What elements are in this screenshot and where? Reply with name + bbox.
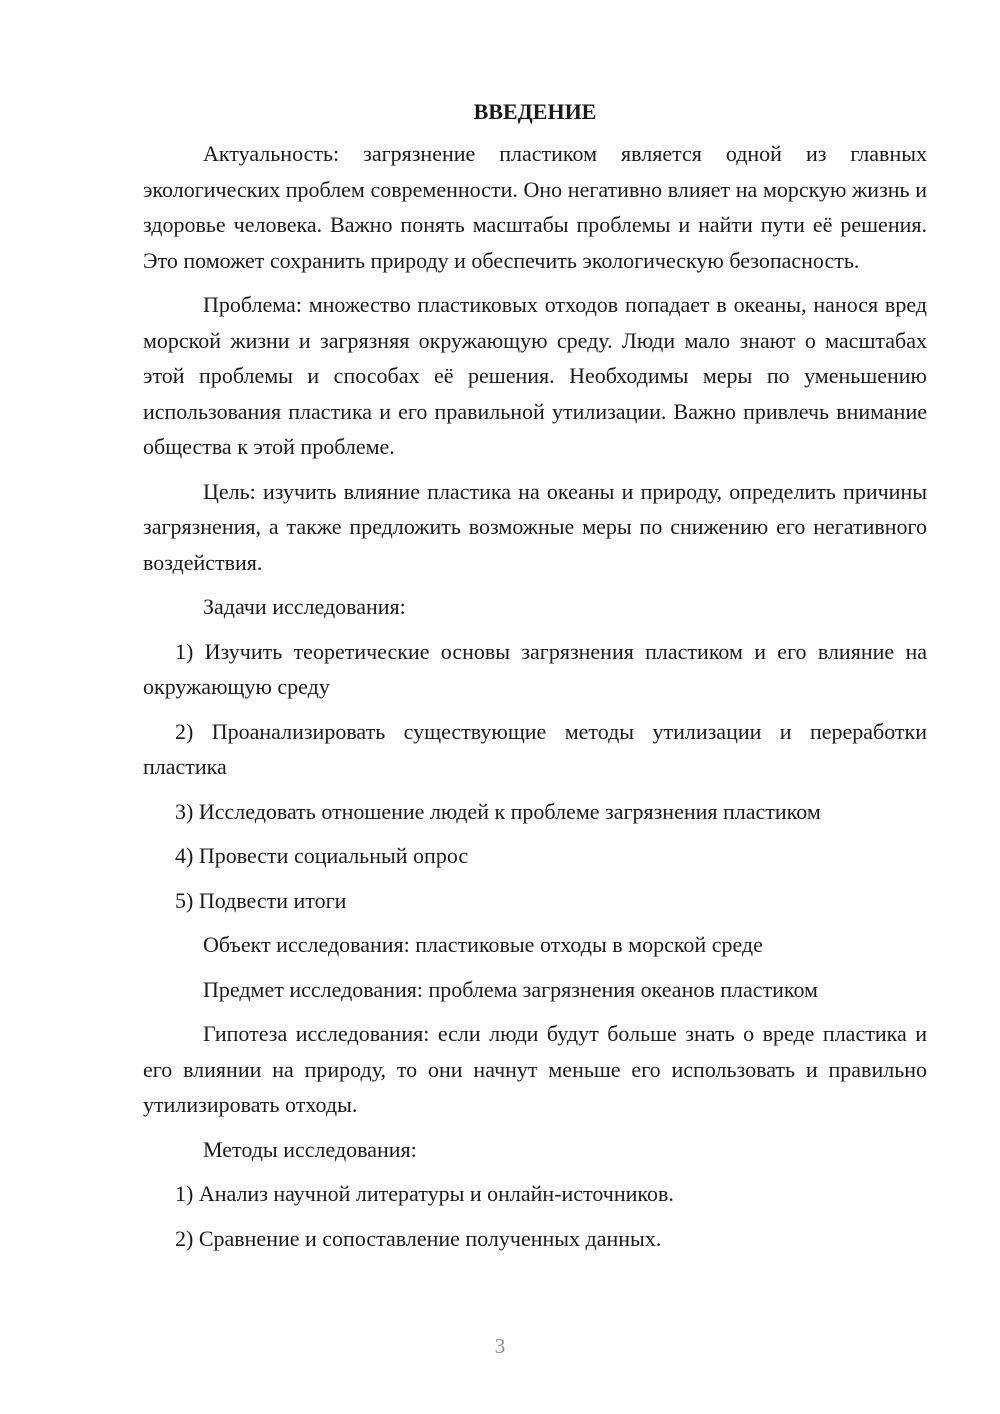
tasks-label: Задачи исследования: [203, 594, 406, 619]
page-number: 3 [494, 1334, 506, 1358]
relevance-paragraph: Актуальность: загрязнение пластиком является одной из главных экологических проблем современности. Оно негативно влияет на морскую жизнь и здоровье человека. Важно понять масштабы проблемы и найти пути её решения. Это поможет сохранить природу и обеспечить экологическую безопасность. [143, 141, 927, 273]
task-item: 4) Провести социальный опрос [175, 843, 469, 868]
task-item: 3) Исследовать отношение людей к проблеме загрязнения пластиком [175, 798, 821, 824]
section-title: ВВЕДЕНИЕ [473, 99, 597, 124]
methods-label: Методы исследования: [203, 1136, 417, 1162]
method-item: 2) Сравнение и сопоставление полученных данных. [175, 1225, 662, 1251]
problem-paragraph: Проблема: множество пластиковых отходов попадает в океаны, нанося вред морской жизни и загрязняя окружающую среду. Люди мало знают о масштабах этой проблемы и способах её решения. Необходимы меры по уменьшению использования пластика и его правильной утилизации. Важно привлечь внимание общества к этой проблеме. [143, 292, 927, 459]
hypothesis-paragraph: Гипотеза исследования: если люди будут больше знать о вреде пластика и его влиянии на природу, то они начнут меньше его использовать и правильно утилизировать отходы. [143, 1021, 927, 1117]
method-item: 1) Анализ научной литературы и онлайн-источников. [175, 1181, 674, 1206]
task-item: 2) Проанализировать существующие методы утилизации и переработки пластика [143, 718, 927, 779]
task-item: 5) Подвести итоги [175, 887, 347, 913]
task-item: 1) Изучить теоретические основы загрязнения пластиком и его влияние на окружающую среду [143, 638, 927, 699]
page-content [143, 96, 927, 1265]
object-line: Объект исследования: пластиковые отходы в морской среде [203, 932, 763, 957]
subject-line: Предмет исследования: проблема загрязнения океанов пластиком [203, 976, 818, 1002]
goal-paragraph: Цель: изучить влияние пластика на океаны и природу, определить причины загрязнения, а также предложить возможные меры по снижению его негативного воздействия. [143, 478, 927, 575]
